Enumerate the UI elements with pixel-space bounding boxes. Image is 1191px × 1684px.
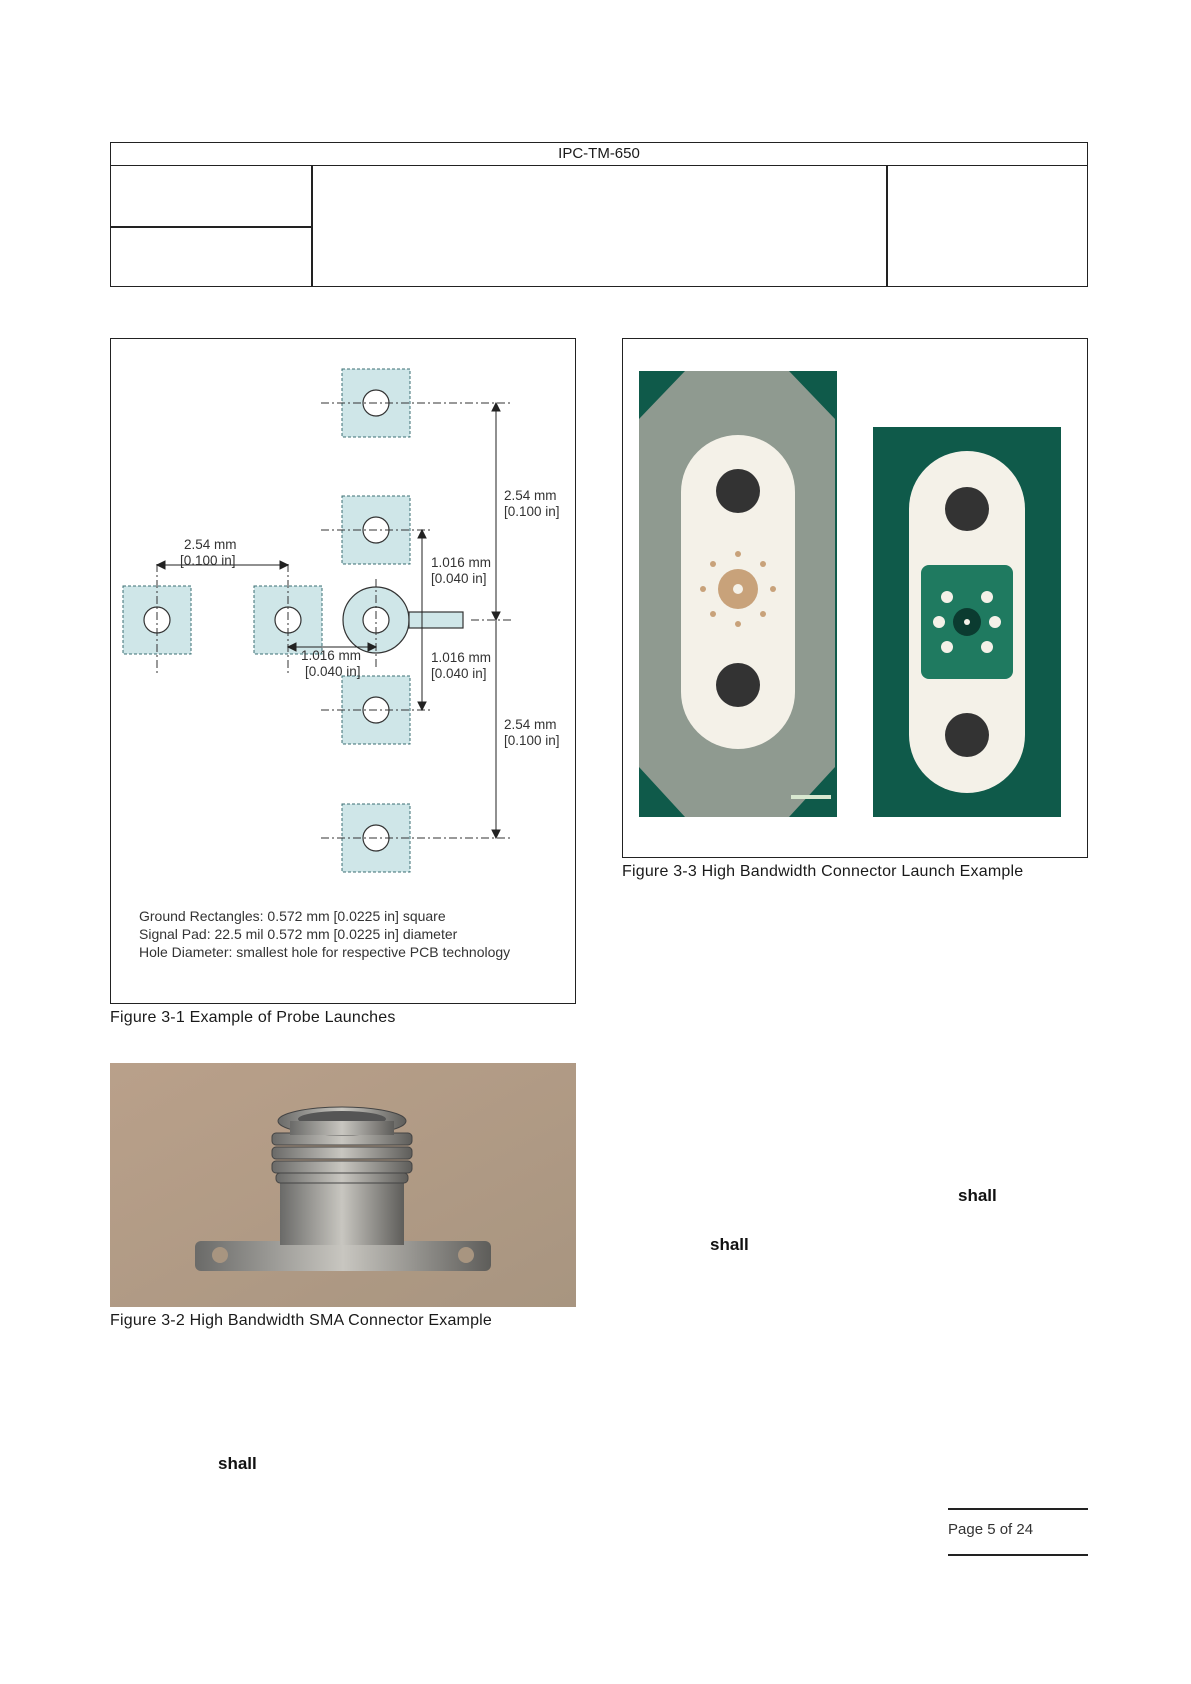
body-text-shall: shall [958, 1186, 997, 1205]
figure-3-3-frame [622, 338, 1088, 858]
dim-horizontal-in: [0.100 in] [180, 553, 236, 568]
mount-hole [716, 469, 760, 513]
figure-3-1-caption: Figure 3-1 Example of Probe Launches [110, 1009, 396, 1026]
header-table [110, 142, 1088, 287]
mount-hole [945, 487, 989, 531]
footer-rule [948, 1554, 1088, 1556]
connector-launch-photo [623, 339, 1086, 856]
connector-body [280, 1183, 404, 1245]
dim-small-h-in: [0.040 in] [305, 664, 361, 679]
header-divider [886, 166, 888, 286]
sma-connector-photo [110, 1063, 576, 1307]
note-hole-diameter: Hole Diameter: smallest hole for respective PCB technology [139, 944, 511, 960]
body-text-shall: shall [710, 1235, 749, 1254]
document-title: IPC-TM-650 [111, 143, 1087, 166]
figure-3-2-caption: Figure 3-2 High Bandwidth SMA Connector Example [110, 1312, 493, 1329]
dim-top-in: [0.100 in] [504, 504, 560, 519]
footer-rule [948, 1508, 1088, 1510]
note-ground-rectangles: Ground Rectangles: 0.572 mm [0.0225 in] square [139, 908, 446, 924]
dim-top-mm: 2.54 mm [504, 488, 557, 503]
mount-hole [716, 663, 760, 707]
mount-hole [945, 713, 989, 757]
dim-upper-in: [0.040 in] [431, 571, 487, 586]
dim-horizontal-mm: 2.54 mm [184, 537, 237, 552]
body-text-shall: shall [218, 1454, 257, 1473]
header-divider [111, 226, 311, 228]
figure-3-3-caption: Figure 3-3 High Bandwidth Connector Launch Example [622, 863, 1024, 880]
header-divider [311, 166, 313, 286]
dim-bottom-mm: 2.54 mm [504, 717, 557, 732]
connector-flange [195, 1241, 491, 1271]
dim-small-h-mm: 1.016 mm [301, 648, 362, 663]
figure-3-1-notes [139, 907, 510, 961]
probe-launch-diagram [111, 339, 574, 879]
dim-lower-mm: 1.016 mm [431, 650, 492, 665]
page-number: Page 5 of 24 [948, 1521, 1034, 1538]
figure-3-1-frame [110, 338, 576, 1004]
signal-trace [409, 612, 463, 628]
dim-upper-mm: 1.016 mm [431, 555, 492, 570]
note-signal-pad: Signal Pad: 22.5 mil 0.572 mm [0.0225 in] diameter [139, 926, 458, 942]
dim-bottom-in: [0.100 in] [504, 733, 560, 748]
dim-lower-in: [0.040 in] [431, 666, 487, 681]
